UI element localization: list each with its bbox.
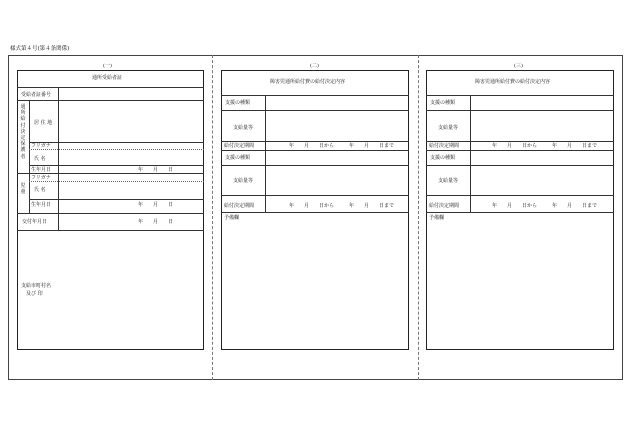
- guardian-dob-label: 生年月日: [31, 167, 52, 173]
- issue-date-value: 年 月 日: [138, 219, 174, 225]
- panel1-number: (一): [103, 63, 112, 69]
- p2-line: [221, 165, 409, 166]
- child-dob-value: 年 月 日: [138, 202, 174, 208]
- p3-line: [426, 150, 614, 151]
- p1-line: [17, 100, 204, 101]
- panel2-number: (二): [310, 63, 319, 69]
- p3-line: [426, 212, 614, 213]
- p3-notes-label: 予備欄: [429, 215, 445, 221]
- child-group-label: 児童: [20, 183, 26, 196]
- child-name-label: 氏 名: [34, 187, 46, 193]
- p1-line: [17, 230, 204, 231]
- guardian-group-label: 通所給付決定保護者: [20, 104, 26, 160]
- panel3-number: (三): [514, 63, 523, 69]
- p2-period-label-2: 給付決定期間: [224, 203, 255, 209]
- p1-line: [29, 100, 30, 173]
- p2-notes-label: 予備欄: [224, 215, 240, 221]
- guardian-furigana-label: フリガナ: [31, 143, 51, 149]
- p3-amount-label-2: 支給量等: [438, 178, 459, 184]
- p2-line: [221, 110, 409, 111]
- p2-period-label: 給付決定期間: [224, 143, 255, 149]
- p1-line: [17, 173, 204, 174]
- child-furigana-label: フリガナ: [31, 175, 51, 181]
- p1-line: [58, 87, 59, 100]
- child-dob-label: 生年月日: [31, 202, 52, 208]
- panel1-title: 通所受給者証: [92, 75, 123, 81]
- panel2-title: 障害児通所給付費の給付決定内容: [270, 79, 346, 85]
- recipient-no-label: 受給者証番号: [21, 92, 52, 98]
- panel2-frame: [221, 70, 409, 350]
- p1-line: [29, 199, 204, 200]
- p3-line: [426, 165, 614, 166]
- p2-line: [221, 212, 409, 213]
- p1-line: [17, 87, 204, 88]
- p3-period-value-2: 年 月 日から 年 月 日まで: [492, 203, 598, 209]
- issue-date-label: 交付年月日: [22, 219, 48, 225]
- p2-period-value: 年 月 日から 年 月 日まで: [289, 143, 395, 149]
- p3-period-value: 年 月 日から 年 月 日まで: [492, 143, 598, 149]
- guardian-dob-value: 年 月 日: [138, 167, 174, 173]
- p2-service-type-label-2: 支援の種類: [225, 155, 251, 161]
- municipality-label: 支給市町村名: [21, 283, 52, 289]
- p1-line: [29, 149, 204, 150]
- seal-label: 及び 印: [26, 291, 43, 297]
- guardian-name-label: 氏 名: [34, 156, 46, 162]
- p2-line: [221, 141, 409, 142]
- p3-period-label: 給付決定期間: [429, 143, 460, 149]
- p2-service-type-label: 支援の種類: [225, 100, 251, 106]
- p2-line: [221, 195, 409, 196]
- p1-line: [29, 173, 30, 213]
- p1-line: [17, 213, 204, 214]
- p1-line: [29, 181, 204, 182]
- p2-period-value-2: 年 月 日から 年 月 日まで: [289, 203, 395, 209]
- p1-line: [29, 165, 204, 166]
- fold-line-2: [418, 55, 419, 380]
- address-label: 居 住 地: [34, 120, 53, 126]
- panel3-title: 障害児通所給付費の給付決定内容: [475, 79, 551, 85]
- p3-line: [426, 110, 614, 111]
- p3-service-type-label-2: 支援の種類: [430, 155, 456, 161]
- p3-period-label-2: 給付決定期間: [429, 203, 460, 209]
- p3-line: [426, 195, 614, 196]
- p2-line: [221, 150, 409, 151]
- panel1-frame: [17, 70, 204, 350]
- p3-line: [426, 95, 614, 96]
- p3-service-type-label: 支援の種類: [430, 100, 456, 106]
- fold-line-1: [212, 55, 213, 380]
- p2-amount-label: 支給量等: [233, 125, 254, 131]
- panel3-frame: [426, 70, 614, 350]
- p2-amount-label-2: 支給量等: [233, 178, 254, 184]
- p3-line: [426, 141, 614, 142]
- p3-amount-label: 支給量等: [438, 125, 459, 131]
- p2-line: [221, 95, 409, 96]
- form-number-label: 様式第４号(第４条関係): [10, 46, 70, 52]
- p1-line: [29, 142, 204, 143]
